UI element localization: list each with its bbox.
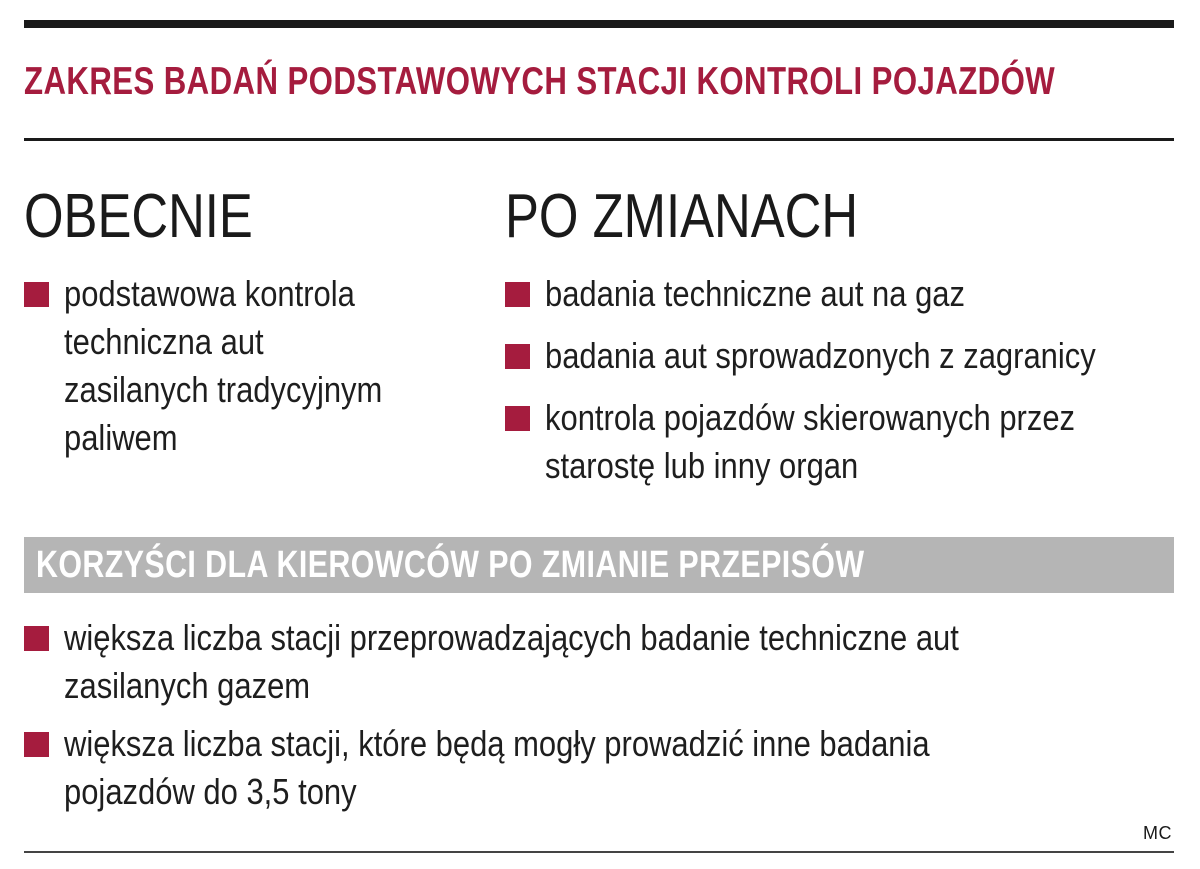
title-rule [24, 138, 1174, 141]
column-after-changes [505, 180, 1175, 504]
bullet-list-currently [24, 270, 474, 462]
list-item-text: kontrola pojazdów skierowanych przez starostę lub inny organ [545, 397, 1076, 486]
bullet-square-icon [505, 282, 530, 307]
page-title: ZAKRES BADAŃ PODSTAWOWYCH STACJI KONTROLI POJAZDÓW [24, 60, 1056, 103]
list-item [24, 614, 1174, 710]
bottom-rule [24, 851, 1174, 853]
list-item-text: większa liczba stacji, które będą mogły prowadzić inne badania pojazdów do 3,5 tony [64, 723, 930, 812]
list-item [24, 720, 1174, 816]
list-item-text: badania aut sprowadzonych z zagranicy [545, 335, 1096, 376]
list-item-text: badania techniczne aut na gaz [545, 273, 966, 314]
list-item-text: większa liczba stacji przeprowadzających badanie techniczne aut zasilanych gazem [64, 617, 959, 706]
source-credit: MC [1143, 823, 1172, 843]
list-item [505, 394, 1175, 490]
column-heading-after-changes: PO ZMIANACH [505, 182, 859, 251]
list-item [24, 270, 474, 462]
bullet-list-after-changes [505, 270, 1175, 490]
list-item [505, 270, 1175, 318]
column-currently [24, 180, 474, 476]
bullet-list-benefits [24, 614, 1174, 816]
list-item-text: podstawowa kontrola techniczna aut zasilanych tradycyjnym paliwem [64, 273, 383, 458]
benefits-header-bar [24, 537, 1174, 593]
bullet-square-icon [24, 626, 49, 651]
bullet-square-icon [24, 732, 49, 757]
bullet-square-icon [505, 344, 530, 369]
benefits-title: KORZYŚCI DLA KIEROWCÓW PO ZMIANIE PRZEPISÓW [36, 544, 865, 586]
column-heading-currently: OBECNIE [24, 182, 253, 251]
bullet-square-icon [24, 282, 49, 307]
list-item [505, 332, 1175, 380]
benefits-section [24, 614, 1174, 826]
top-rule [24, 20, 1174, 28]
bullet-square-icon [505, 406, 530, 431]
